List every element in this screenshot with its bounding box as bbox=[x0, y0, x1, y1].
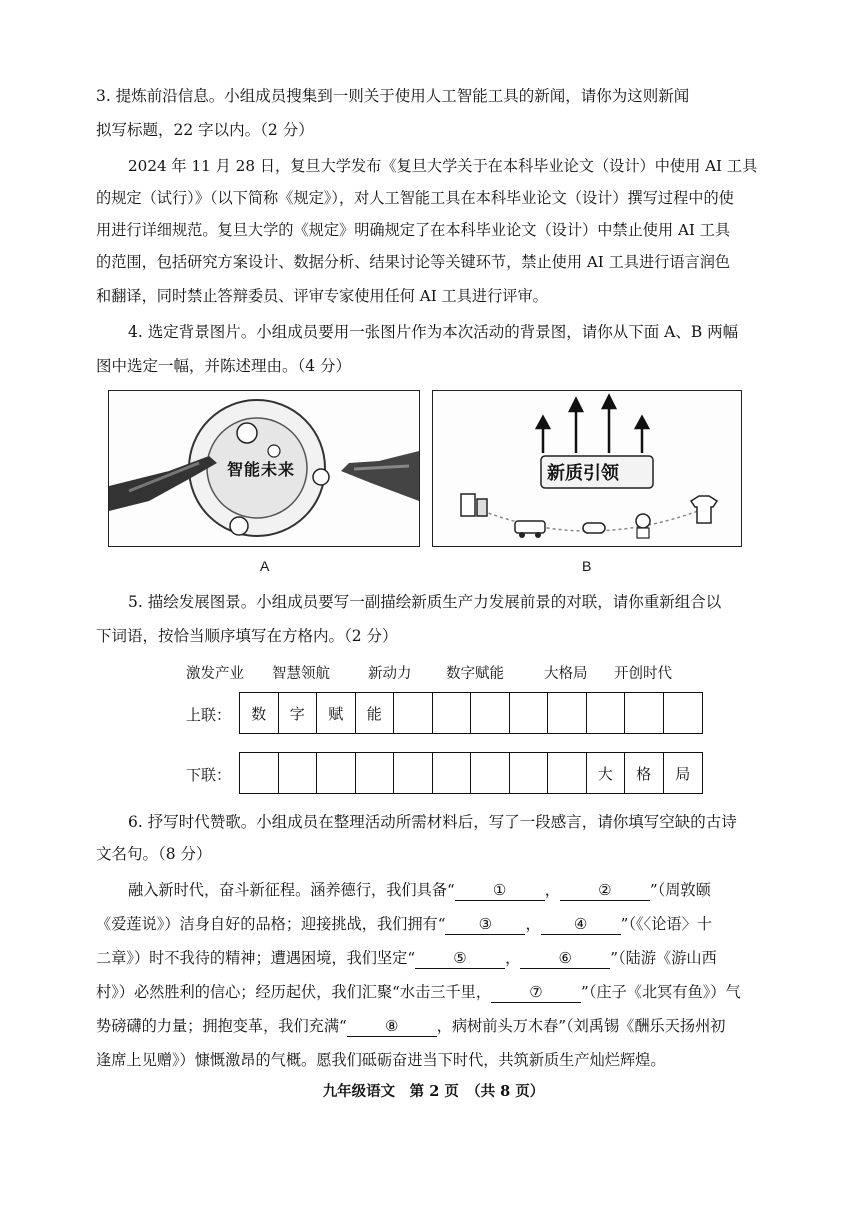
grid-cell[interactable] bbox=[587, 693, 626, 733]
grid-cell[interactable]: 字 bbox=[279, 693, 318, 733]
q6-prompt-line1: 6. 抒写时代赞歌。小组成员在整理活动所需材料后，写了一段感言，请你填写空缺的古诗 bbox=[128, 813, 737, 831]
image-a-label: A bbox=[260, 558, 270, 574]
q3-prompt-line1: 3. 提炼前沿信息。小组成员搜集到一则关于使用人工智能工具的新闻，请你为这则新闻 bbox=[96, 87, 690, 105]
grid-cell[interactable] bbox=[394, 693, 433, 733]
q3-prompt-line2: 拟写标题，22 字以内。（2 分） bbox=[96, 121, 314, 139]
q3-news-line1: 2024 年 11 月 28 日，复旦大学发布《复旦大学关于在本科毕业论文（设计）中使用 AI 工具 bbox=[128, 157, 758, 175]
word-bank-item: 激发产业 bbox=[186, 666, 244, 682]
grid-cell[interactable]: 大 bbox=[587, 753, 626, 793]
grid-cell[interactable]: 能 bbox=[356, 693, 395, 733]
image-a-caption: 智能未来 bbox=[227, 460, 296, 479]
grid-cell[interactable] bbox=[510, 753, 549, 793]
answer-blank-5[interactable]: ⑤ bbox=[415, 948, 505, 969]
answer-blank-2[interactable]: ② bbox=[560, 880, 650, 901]
grid-cell[interactable] bbox=[664, 693, 703, 733]
grid-cell[interactable] bbox=[240, 753, 279, 793]
image-b[interactable] bbox=[432, 390, 742, 547]
grid-cell[interactable] bbox=[625, 693, 664, 733]
q6-text-line6: 逢席上见赠》）慷慨激昂的气概。愿我们砥砺奋进当下时代，共筑新质生产灿烂辉煌。 bbox=[96, 1051, 666, 1069]
grid-cell[interactable] bbox=[317, 753, 356, 793]
answer-blank-3[interactable]: ③ bbox=[445, 914, 525, 935]
grid-cell[interactable] bbox=[433, 693, 472, 733]
q6-text-line5: 势磅礴的力量；拥抱变革，我们充满“ ⑧ ，病树前头万木春”（刘禹锡《酬乐天扬州初 bbox=[96, 1017, 726, 1035]
q6-text-line4: 村》）必然胜利的信心；经历起伏，我们汇聚“水击三千里， ⑦ ”（庄子《北冥有鱼》）气 bbox=[96, 983, 741, 1001]
lower-couplet-label: 下联： bbox=[186, 766, 232, 784]
word-bank-item: 大格局 bbox=[544, 666, 588, 682]
q6-text-line1: 融入新时代，奋斗新征程。涵养德行，我们具备“ ① ， ② ”（周敦颐 bbox=[128, 881, 711, 899]
image-b-label: B bbox=[582, 558, 592, 574]
q6-text-line3: 二章》）时不我待的精神；遭遇困境，我们坚定“ ⑤ ， ⑥ ”（陆游《游山西 bbox=[96, 949, 717, 967]
grid-cell[interactable] bbox=[548, 693, 587, 733]
grid-cell[interactable]: 赋 bbox=[317, 693, 356, 733]
answer-blank-8[interactable]: ⑧ bbox=[347, 1016, 437, 1037]
word-bank-item: 开创时代 bbox=[614, 666, 672, 682]
grid-cell[interactable] bbox=[279, 753, 318, 793]
word-bank-item: 新动力 bbox=[368, 666, 412, 682]
grid-cell[interactable] bbox=[356, 753, 395, 793]
q3-news-line3: 用进行详细规范。复旦大学的《规定》明确规定了在本科毕业论文（设计）中禁止使用 AI 工具 bbox=[96, 221, 731, 239]
grid-cell[interactable] bbox=[433, 753, 472, 793]
upper-couplet-label: 上联： bbox=[186, 706, 232, 724]
q6-prompt-line2: 文名句。（8 分） bbox=[96, 845, 212, 863]
answer-blank-7[interactable]: ⑦ bbox=[491, 982, 581, 1003]
grid-cell[interactable] bbox=[548, 753, 587, 793]
grid-cell[interactable] bbox=[471, 753, 510, 793]
image-b-caption: 新质引领 bbox=[547, 463, 619, 484]
word-bank-item: 智慧领航 bbox=[272, 666, 330, 682]
answer-blank-6[interactable]: ⑥ bbox=[520, 948, 610, 969]
lower-couplet-grid[interactable] bbox=[239, 752, 703, 794]
grid-cell[interactable]: 数 bbox=[240, 693, 279, 733]
q3-news-line2: 的规定（试行）》（以下简称《规定》），对人工智能工具在本科毕业论文（设计）撰写过程中的使 bbox=[96, 189, 734, 207]
q5-prompt-line2: 下词语，按恰当顺序填写在方格内。（2 分） bbox=[96, 627, 398, 645]
q4-prompt-line1: 4. 选定背景图片。小组成员要用一张图片作为本次活动的背景图，请你从下面 A、B 两幅 bbox=[128, 323, 739, 341]
answer-blank-1[interactable]: ① bbox=[455, 880, 545, 901]
answer-blank-4[interactable]: ④ bbox=[541, 914, 621, 935]
grid-cell[interactable]: 格 bbox=[625, 753, 664, 793]
q3-news-line5: 和翻译，同时禁止答辩委员、评审专家使用任何 AI 工具进行评审。 bbox=[96, 287, 548, 305]
word-bank-item: 数字赋能 bbox=[446, 666, 504, 682]
q4-prompt-line2: 图中选定一幅，并陈述理由。（4 分） bbox=[96, 357, 352, 375]
grid-cell[interactable]: 局 bbox=[675, 764, 691, 783]
page-footer: 九年级语文 第 2 页 （共 8 页） bbox=[322, 1083, 545, 1100]
upper-couplet-grid[interactable] bbox=[239, 692, 703, 734]
grid-cell[interactable] bbox=[471, 693, 510, 733]
grid-cell[interactable] bbox=[510, 693, 549, 733]
grid-cell[interactable] bbox=[394, 753, 433, 793]
q6-text-line2: 《爱莲说》）洁身自好的品格；迎接挑战，我们拥有“ ③ ， ④ ”（《〈论语〉十 bbox=[96, 915, 712, 933]
q3-news-line4: 的范围，包括研究方案设计、数据分析、结果讨论等关键环节，禁止使用 AI 工具进行语言润色 bbox=[96, 253, 731, 271]
image-a[interactable] bbox=[108, 390, 420, 547]
q5-prompt-line1: 5. 描绘发展图景。小组成员要写一副描绘新质生产力发展前景的对联，请你重新组合以 bbox=[128, 593, 722, 611]
